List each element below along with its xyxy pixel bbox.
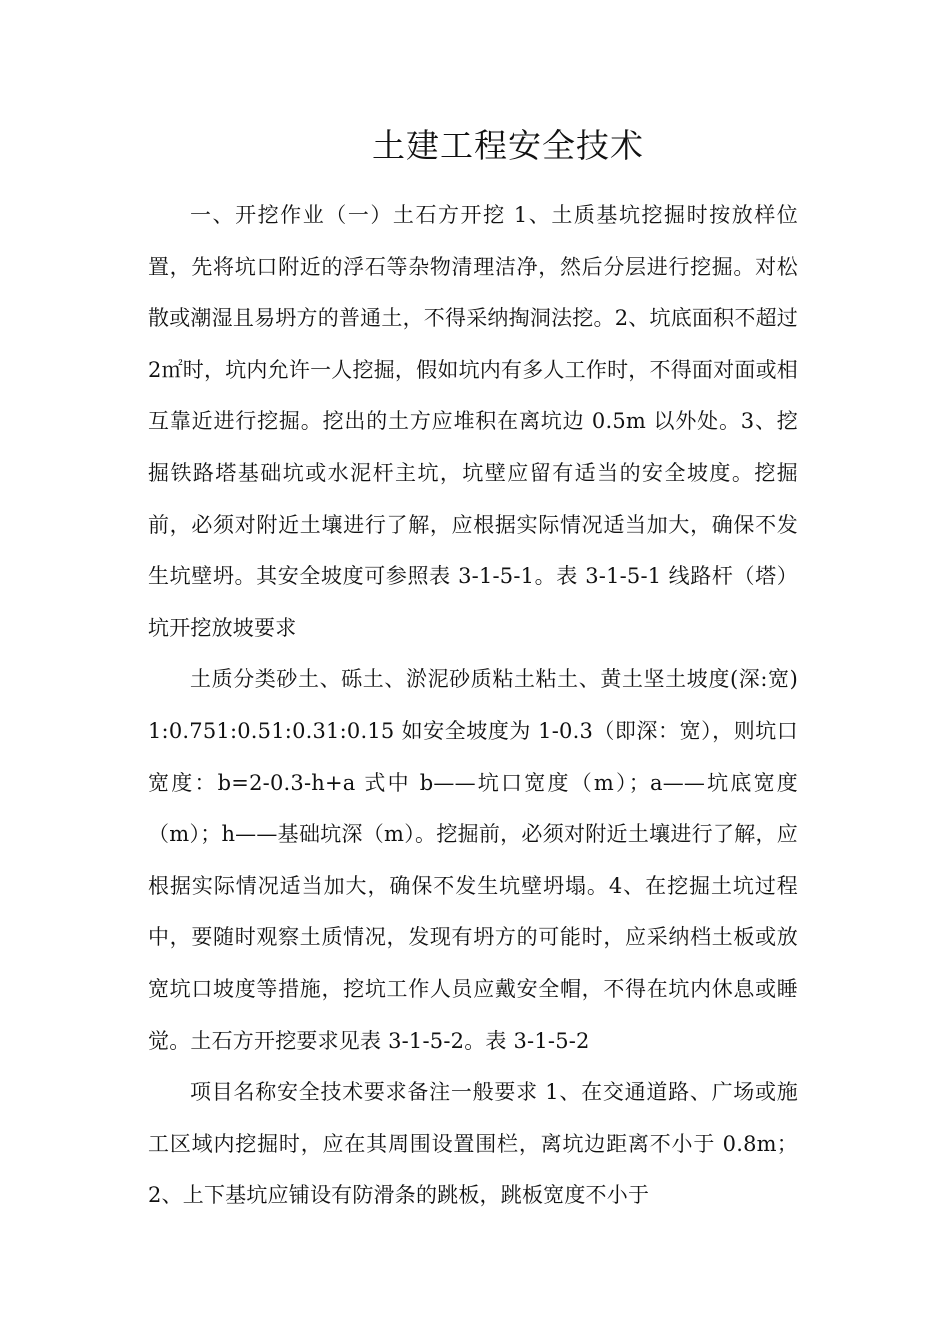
document-body [148,190,798,1222]
paragraph-slope-requirements: 土质分类砂土、砾土、淤泥砂质粘土粘土、黄土坚土坡度(深:宽)1:0.751:0.51:0.31:0.15 如安全坡度为 1-0.3（即深：宽），则坑口宽度：b=2-0.3-h+a 式中 b——坑口宽度（m）；a——坑底宽度（m）；h——基础坑深（m）。挖掘前，必须对附近土壤进行了解，应根据实际情况适当加大，确保不发生坑壁坍塌。4、在挖掘土坑过程中，要随时观察土质情况，发现有坍方的可能时，应采纳档土板或放宽坑口坡度等措施，挖坑工作人员应戴安全帽，不得在坑内休息或睡觉。土石方开挖要求见表 3-1-5-2。表 3-1-5-2 [148,667,798,1053]
document-title: 土建工程安全技术 [372,126,644,165]
paragraph-safety-requirements-table: 项目名称安全技术要求备注一般要求 1、在交通道路、广场或施工区域内挖掘时，应在其周围设置围栏，离坑边距离不小于 0.8m；2、上下基坑应铺设有防滑条的跳板，跳板宽度不小于 [148,1080,798,1208]
paragraph-excavation-general: 一、开挖作业（一）土石方开挖 1、土质基坑挖掘时按放样位置，先将坑口附近的浮石等杂物清理洁净，然后分层进行挖掘。对松散或潮湿且易坍方的普通土，不得采纳掏洞法挖。2、坑底面积不超过 2㎡时，坑内允许一人挖掘，假如坑内有多人工作时，不得面对面或相互靠近进行挖掘。挖出的土方应堆积在离坑边 0.5m 以外处。3、挖掘铁路塔基础坑或水泥杆主坑，坑壁应留有适当的安全坡度。挖掘前，必须对附近土壤进行了解，应根据实际情况适当加大，确保不发生坑壁坍。其安全坡度可参照表 3-1-5-1。表 3-1-5-1 线路杆（塔）坑开挖放坡要求 [148,203,798,640]
